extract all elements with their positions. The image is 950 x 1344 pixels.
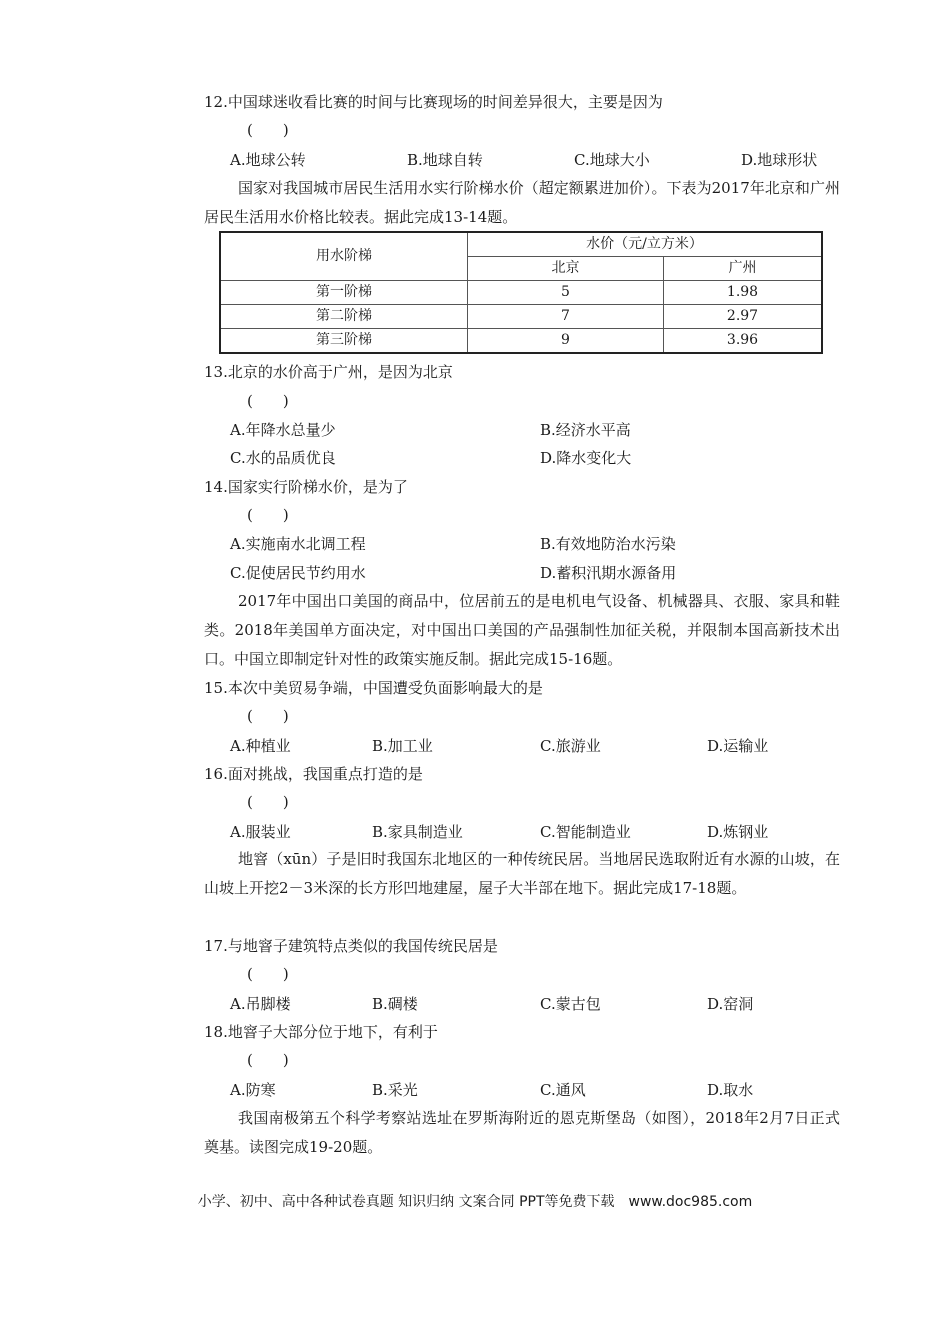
option-b: B.有效地防治水污染 <box>540 535 676 553</box>
page-footer: 小学、初中、高中各种试卷真题 知识归纳 文案合同 PPT等免费下载 www.doc985.com <box>197 1194 753 1210</box>
option-a: A.防寒 <box>230 1081 276 1099</box>
option-a: A.年降水总量少 <box>230 421 336 439</box>
table-cell-tier: 第三阶梯 <box>220 329 468 354</box>
table-cell-beijing: 7 <box>468 305 664 329</box>
table-cell-guangzhou: 2.97 <box>664 305 823 329</box>
option-d: D.运输业 <box>707 737 769 755</box>
option-a: A.实施南水北调工程 <box>230 535 366 553</box>
water-price-table <box>219 231 823 354</box>
option-a: A.地球公转 <box>230 151 306 169</box>
question-12-stem: 12.中国球迷收看比赛的时间与比赛现场的时间差异很大，主要是因为 <box>204 93 663 111</box>
option-b: B.家具制造业 <box>372 823 463 841</box>
table-cell-beijing: 9 <box>468 329 664 354</box>
intro-paragraph-15-16: 2017年中国出口美国的商品中，位居前五的是电机电气设备、机械器具、衣服、家具和鞋类。2018年美国单方面决定，对中国出口美国的产品强制性加征关税，并限制本国高新技术出口。中国立即制定针对性的政策实施反制。据此完成15-16题。 <box>204 592 840 668</box>
question-18-stem: 18.地窨子大部分位于地下，有利于 <box>204 1023 438 1041</box>
question-15-stem: 15.本次中美贸易争端，中国遭受负面影响最大的是 <box>204 679 543 697</box>
option-d: D.蓄积汛期水源备用 <box>540 564 677 582</box>
option-d: D.取水 <box>707 1081 754 1099</box>
option-d: D.降水变化大 <box>540 449 632 467</box>
intro-paragraph-19-20: 我国南极第五个科学考察站选址在罗斯海附近的恩克斯堡岛（如图），2018年2月7日正式奠基。读图完成19-20题。 <box>204 1109 840 1156</box>
question-14-stem: 14.国家实行阶梯水价，是为了 <box>204 478 408 496</box>
intro-paragraph-13-14: 国家对我国城市居民生活用水实行阶梯水价（超定额累进加价）。下表为2017年北京和广州居民生活用水价格比较表。据此完成13-14题。 <box>204 179 840 226</box>
answer-bracket: ( ) <box>247 392 289 410</box>
table-cell-tier: 第一阶梯 <box>220 281 468 305</box>
question-16-stem: 16.面对挑战，我国重点打造的是 <box>204 765 423 783</box>
option-b: B.碉楼 <box>372 995 418 1013</box>
question-13-stem: 13.北京的水价高于广州，是因为北京 <box>204 363 453 381</box>
option-c: C.水的品质优良 <box>230 449 336 467</box>
answer-bracket: ( ) <box>247 793 289 811</box>
table-header-beijing: 北京 <box>468 257 664 281</box>
table-row <box>220 305 822 329</box>
table-header-tier: 用水阶梯 <box>220 232 468 281</box>
answer-bracket: ( ) <box>247 121 289 139</box>
option-a: A.服装业 <box>230 823 291 841</box>
table-row <box>220 281 822 305</box>
option-c: C.通风 <box>540 1081 586 1099</box>
option-a: A.吊脚楼 <box>230 995 291 1013</box>
table-header-price: 水价（元/立方米） <box>468 232 823 257</box>
table-header-guangzhou: 广州 <box>664 257 823 281</box>
option-c: C.蒙古包 <box>540 995 601 1013</box>
option-b: B.地球自转 <box>407 151 483 169</box>
table-row <box>220 329 822 354</box>
option-c: C.旅游业 <box>540 737 601 755</box>
answer-bracket: ( ) <box>247 1051 289 1069</box>
answer-bracket: ( ) <box>247 707 289 725</box>
option-c: C.促使居民节约用水 <box>230 564 366 582</box>
table-cell-guangzhou: 1.98 <box>664 281 823 305</box>
option-a: A.种植业 <box>230 737 291 755</box>
answer-bracket: ( ) <box>247 965 289 983</box>
option-c: C.地球大小 <box>574 151 650 169</box>
option-c: C.智能制造业 <box>540 823 631 841</box>
option-d: D.地球形状 <box>741 151 818 169</box>
option-b: B.采光 <box>372 1081 418 1099</box>
option-b: B.经济水平高 <box>540 421 631 439</box>
option-d: D.窑洞 <box>707 995 754 1013</box>
table-cell-guangzhou: 3.96 <box>664 329 823 354</box>
answer-bracket: ( ) <box>247 506 289 524</box>
table-cell-tier: 第二阶梯 <box>220 305 468 329</box>
option-b: B.加工业 <box>372 737 433 755</box>
option-d: D.炼钢业 <box>707 823 769 841</box>
intro-paragraph-17-18: 地窨（xūn）子是旧时我国东北地区的一种传统民居。当地居民选取附近有水源的山坡，在山坡上开挖2－3米深的长方形凹地建屋，屋子大半部在地下。据此完成17-18题。 <box>204 850 840 897</box>
question-17-stem: 17.与地窨子建筑特点类似的我国传统民居是 <box>204 937 498 955</box>
table-cell-beijing: 5 <box>468 281 664 305</box>
